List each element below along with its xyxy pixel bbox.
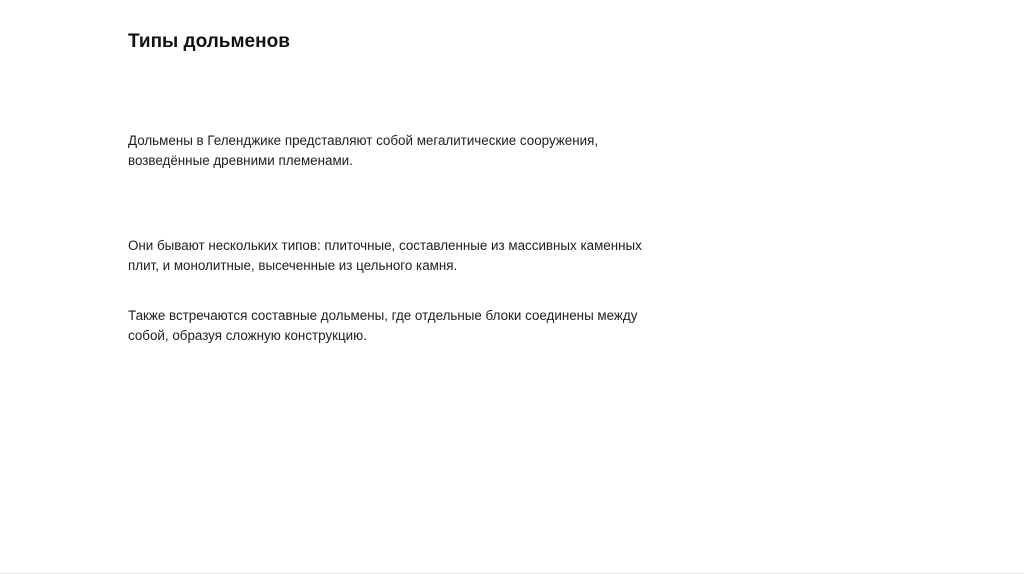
- paragraph-intro: [128, 131, 688, 171]
- paragraph-line: возведённые древними племенами.: [128, 153, 353, 168]
- paragraph-line: Они бывают нескольких типов: плиточные, составленные из массивных каменных: [128, 238, 642, 253]
- paragraph-types: [128, 236, 688, 276]
- paragraph-line: Также встречаются составные дольмены, где отдельные блоки соединены между: [128, 308, 638, 323]
- paragraph-line: собой, образуя сложную конструкцию.: [128, 328, 367, 343]
- paragraph-line: плит, и монолитные, высеченные из цельного камня.: [128, 258, 458, 273]
- paragraph-line: Дольмены в Геленджике представляют собой мегалитические сооружения,: [128, 133, 599, 148]
- slide-title: Типы дольменов: [128, 31, 290, 52]
- paragraph-composite: [128, 306, 688, 346]
